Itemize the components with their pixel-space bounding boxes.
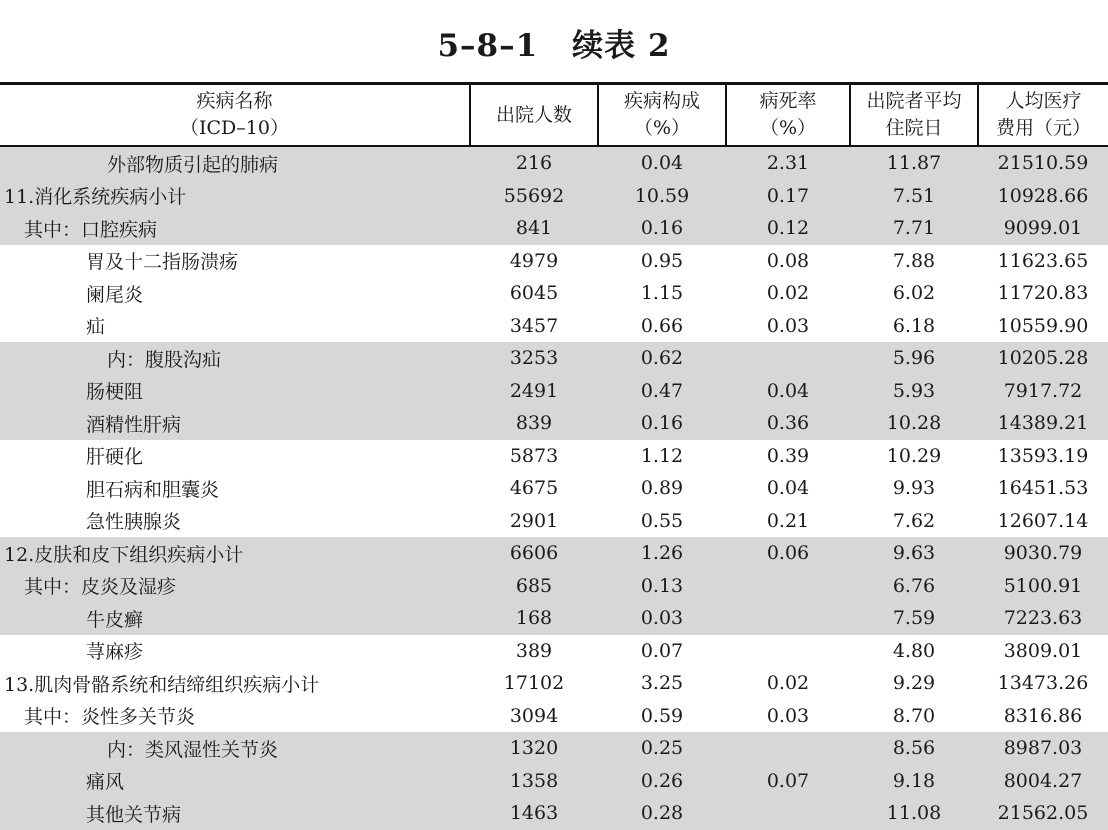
table-row <box>0 440 1108 473</box>
statistics-table <box>0 82 1108 830</box>
row-disease-name: 其他关节病 <box>0 797 470 830</box>
row-composition: 0.16 <box>598 212 726 245</box>
row-discharged: 2901 <box>509 509 559 532</box>
row-cost: 11720.83 <box>997 282 1089 305</box>
row-cost: 8987.03 <box>978 732 1108 765</box>
table-row <box>0 342 1108 375</box>
row-composition: 0.26 <box>598 765 726 798</box>
row-discharged: 1463 <box>470 797 598 830</box>
row-mortality: 0.21 <box>766 509 810 532</box>
row-composition: 0.89 <box>640 477 684 500</box>
row-discharged: 3457 <box>509 314 559 337</box>
row-discharged: 841 <box>470 212 598 245</box>
row-cost: 11623.65 <box>997 249 1089 272</box>
header-discharged <box>470 84 598 147</box>
table-row <box>0 146 1108 180</box>
row-avg-days: 11.08 <box>850 797 978 830</box>
header-mortality-line1: 病死率 <box>759 90 817 112</box>
row-avg-days: 7.62 <box>892 509 936 532</box>
row-disease-name: 胆石病和胆囊炎 <box>86 478 220 501</box>
row-mortality <box>726 602 850 635</box>
row-mortality <box>726 797 850 830</box>
page-title <box>0 20 1108 65</box>
row-cost: 9030.79 <box>978 537 1108 570</box>
row-disease-name: 13.肌肉骨骼系统和结缔组织疾病小计 <box>4 673 320 696</box>
row-cost: 12607.14 <box>997 509 1089 532</box>
row-cost: 13473.26 <box>997 672 1089 695</box>
table-row <box>0 212 1108 245</box>
header-cost <box>978 84 1108 147</box>
row-disease-name: 11.消化系统疾病小计 <box>0 180 470 213</box>
row-disease-name: 肝硬化 <box>86 446 144 469</box>
row-mortality <box>726 635 850 668</box>
row-discharged: 6045 <box>509 282 559 305</box>
header-avg-days-line2: 住院日 <box>885 117 943 139</box>
row-composition: 0.28 <box>598 797 726 830</box>
row-cost: 9099.01 <box>978 212 1108 245</box>
table-code: 5–8–1 <box>437 28 539 64</box>
row-disease-name: 牛皮癣 <box>0 602 470 635</box>
row-cost: 10205.28 <box>978 342 1108 375</box>
row-avg-days: 7.88 <box>892 249 936 272</box>
row-avg-days: 6.76 <box>850 570 978 603</box>
row-cost: 3809.01 <box>1003 639 1083 662</box>
row-composition: 0.47 <box>598 375 726 408</box>
row-disease-name: 外部物质引起的肺病 <box>0 146 470 180</box>
row-disease-name: 痛风 <box>0 765 470 798</box>
table-row <box>0 277 1108 310</box>
table-row <box>0 667 1108 700</box>
row-cost: 16451.53 <box>997 477 1089 500</box>
row-composition: 1.12 <box>640 444 684 467</box>
row-avg-days: 7.59 <box>850 602 978 635</box>
row-discharged: 3253 <box>470 342 598 375</box>
row-cost: 13593.19 <box>997 444 1089 467</box>
row-discharged: 4675 <box>509 477 559 500</box>
row-mortality: 0.07 <box>726 765 850 798</box>
row-discharged: 1320 <box>470 732 598 765</box>
header-disease-name <box>0 84 470 147</box>
row-avg-days: 6.02 <box>892 282 936 305</box>
row-composition: 0.03 <box>598 602 726 635</box>
row-disease-name: 疝 <box>86 316 106 339</box>
row-composition: 0.95 <box>640 249 684 272</box>
row-avg-days: 9.93 <box>892 477 936 500</box>
row-avg-days: 9.18 <box>850 765 978 798</box>
header-avg-days-line1: 出院者平均 <box>866 90 962 112</box>
table-row <box>0 602 1108 635</box>
row-mortality: 0.36 <box>726 407 850 440</box>
row-cost: 5100.91 <box>978 570 1108 603</box>
row-discharged: 2491 <box>470 375 598 408</box>
header-mortality <box>726 84 850 147</box>
table-row <box>0 310 1108 343</box>
row-disease-name: 阑尾炎 <box>86 283 144 306</box>
row-avg-days: 8.70 <box>892 704 936 727</box>
table-row <box>0 765 1108 798</box>
row-composition: 0.13 <box>598 570 726 603</box>
row-disease-name: 胃及十二指肠溃疡 <box>86 251 239 274</box>
header-composition <box>598 84 726 147</box>
row-avg-days: 4.80 <box>892 639 936 662</box>
row-composition: 0.66 <box>640 314 684 337</box>
row-cost: 10928.66 <box>978 180 1108 213</box>
row-disease-name: 内：类风湿性关节炎 <box>0 732 470 765</box>
row-mortality <box>726 342 850 375</box>
row-composition: 0.07 <box>640 639 684 662</box>
header-discharged-label: 出院人数 <box>495 103 572 126</box>
row-mortality: 0.12 <box>726 212 850 245</box>
row-disease-name: 急性胰腺炎 <box>86 511 182 534</box>
row-mortality <box>726 732 850 765</box>
row-composition: 0.55 <box>640 509 684 532</box>
row-mortality: 0.39 <box>766 444 810 467</box>
header-mortality-line2: （%） <box>759 117 817 139</box>
row-discharged: 5873 <box>509 444 559 467</box>
row-cost: 21562.05 <box>978 797 1108 830</box>
row-mortality: 0.06 <box>726 537 850 570</box>
row-mortality: 0.17 <box>726 180 850 213</box>
table-row <box>0 732 1108 765</box>
row-discharged: 6606 <box>470 537 598 570</box>
row-composition: 10.59 <box>598 180 726 213</box>
row-discharged: 389 <box>515 639 553 662</box>
row-disease-name: 12.皮肤和皮下组织疾病小计 <box>0 537 470 570</box>
row-cost: 7223.63 <box>978 602 1108 635</box>
row-mortality: 0.04 <box>726 375 850 408</box>
row-avg-days: 10.29 <box>886 444 942 467</box>
row-mortality <box>726 570 850 603</box>
row-avg-days: 9.63 <box>850 537 978 570</box>
header-disease-name-line2: （ICD–10） <box>180 117 289 139</box>
row-avg-days: 7.51 <box>850 180 978 213</box>
table-row <box>0 700 1108 733</box>
header-cost-line1: 人均医疗 <box>1005 90 1082 112</box>
row-mortality: 0.04 <box>766 477 810 500</box>
row-discharged: 4979 <box>509 249 559 272</box>
row-discharged: 168 <box>470 602 598 635</box>
row-cost: 7917.72 <box>978 375 1108 408</box>
row-cost: 21510.59 <box>978 146 1108 180</box>
row-avg-days: 5.96 <box>850 342 978 375</box>
row-disease-name: 酒精性肝病 <box>0 407 470 440</box>
row-avg-days: 9.29 <box>892 672 936 695</box>
row-disease-name: 其中：炎性多关节炎 <box>24 706 196 729</box>
header-cost-line2: 费用（元） <box>995 117 1091 139</box>
row-avg-days: 6.18 <box>892 314 936 337</box>
row-discharged: 685 <box>470 570 598 603</box>
row-avg-days: 11.87 <box>850 146 978 180</box>
table-row <box>0 407 1108 440</box>
row-discharged: 55692 <box>470 180 598 213</box>
row-avg-days: 8.56 <box>850 732 978 765</box>
table-row <box>0 180 1108 213</box>
table-body <box>0 146 1108 830</box>
row-cost: 14389.21 <box>978 407 1108 440</box>
header-disease-name-line1: 疾病名称 <box>196 90 273 112</box>
row-mortality: 0.03 <box>766 314 810 337</box>
row-disease-name: 肠梗阻 <box>0 375 470 408</box>
table-row <box>0 375 1108 408</box>
header-composition-line2: （%） <box>633 117 691 139</box>
row-composition: 1.15 <box>640 282 684 305</box>
table-row <box>0 570 1108 603</box>
row-composition: 0.25 <box>598 732 726 765</box>
table-row <box>0 472 1108 505</box>
row-mortality: 0.08 <box>766 249 810 272</box>
row-mortality: 2.31 <box>726 146 850 180</box>
table-header <box>0 84 1108 147</box>
table-row <box>0 635 1108 668</box>
row-disease-name: 其中：皮炎及湿疹 <box>0 570 470 603</box>
row-discharged: 17102 <box>503 672 565 695</box>
row-composition: 0.16 <box>598 407 726 440</box>
row-mortality: 0.03 <box>766 704 810 727</box>
row-discharged: 839 <box>470 407 598 440</box>
row-composition: 0.04 <box>598 146 726 180</box>
row-cost: 10559.90 <box>997 314 1089 337</box>
table-title-text: 续表 2 <box>572 28 671 64</box>
header-avg-days <box>850 84 978 147</box>
table-row <box>0 537 1108 570</box>
row-discharged: 216 <box>470 146 598 180</box>
row-cost: 8004.27 <box>978 765 1108 798</box>
row-avg-days: 5.93 <box>850 375 978 408</box>
row-composition: 3.25 <box>640 672 684 695</box>
row-discharged: 3094 <box>509 704 559 727</box>
row-disease-name: 其中：口腔疾病 <box>0 212 470 245</box>
table-row <box>0 245 1108 278</box>
row-avg-days: 10.28 <box>850 407 978 440</box>
table-row <box>0 505 1108 538</box>
row-avg-days: 7.71 <box>850 212 978 245</box>
table-row <box>0 797 1108 830</box>
row-discharged: 1358 <box>470 765 598 798</box>
row-disease-name: 内：腹股沟疝 <box>0 342 470 375</box>
row-mortality: 0.02 <box>766 282 810 305</box>
row-mortality: 0.02 <box>766 672 810 695</box>
header-composition-line1: 疾病构成 <box>623 90 700 112</box>
row-composition: 0.59 <box>640 704 684 727</box>
row-cost: 8316.86 <box>1003 704 1083 727</box>
row-composition: 0.62 <box>598 342 726 375</box>
row-disease-name: 荨麻疹 <box>86 641 144 664</box>
row-composition: 1.26 <box>598 537 726 570</box>
